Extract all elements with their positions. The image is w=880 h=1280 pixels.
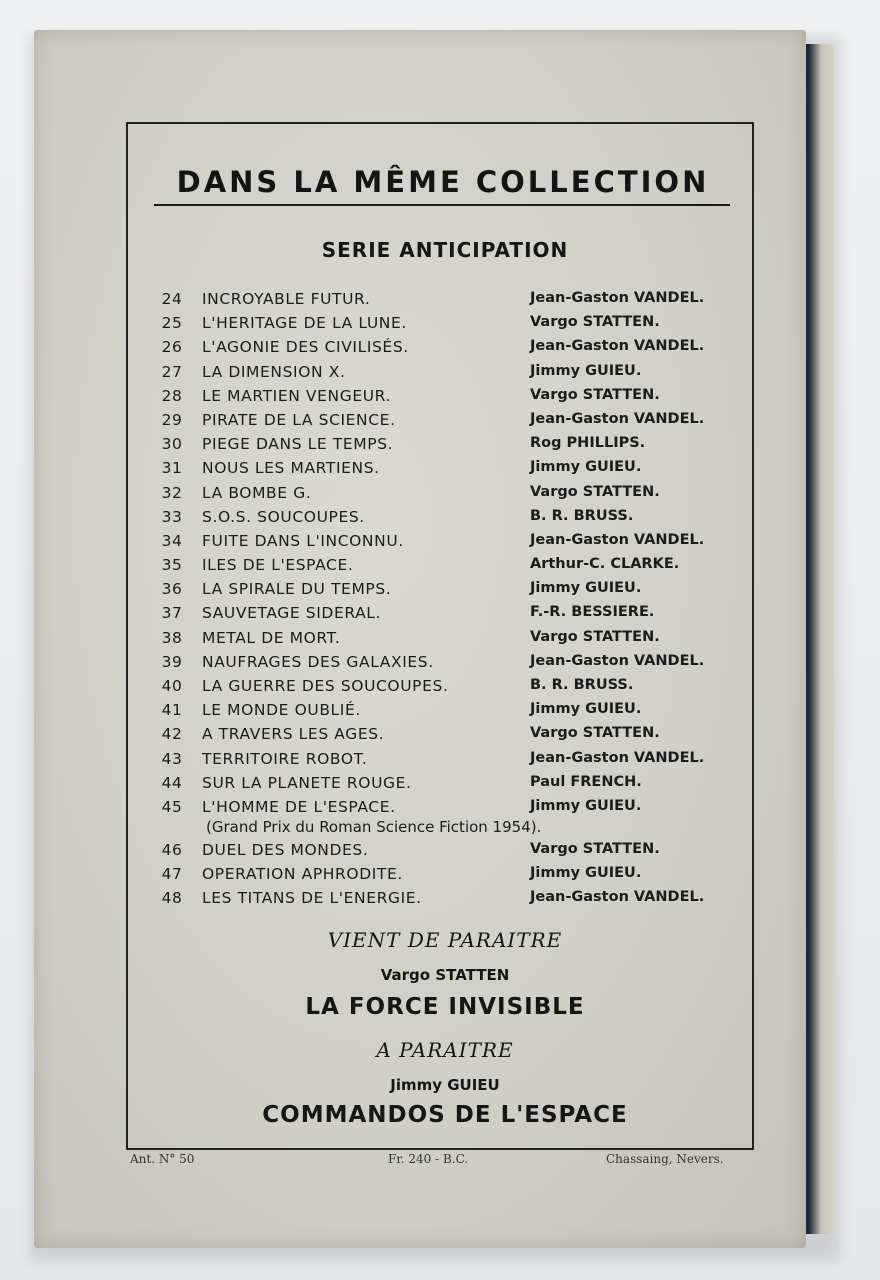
book-title: DUEL DES MONDES.: [202, 840, 369, 859]
book-number: 32: [161, 483, 183, 502]
book-title: INCROYABLE FUTUR.: [202, 290, 371, 308]
new-release-author: Vargo STATTEN: [380, 966, 510, 984]
book-author: Vargo STATTEN.: [530, 314, 660, 331]
list-item: [150, 604, 750, 628]
list-item: [150, 338, 750, 362]
book-title: LE MONDE OUBLIÉ.: [202, 701, 361, 720]
book-title: A TRAVERS LES AGES.: [202, 725, 385, 744]
list-item: [150, 484, 750, 508]
book-author: Jimmy GUIEU.: [530, 865, 642, 882]
book-author: B. R. BRUSS.: [530, 507, 634, 524]
list-item: [150, 556, 750, 580]
book-number: 28: [161, 386, 183, 405]
list-item: [150, 459, 750, 483]
list-item: [150, 677, 750, 701]
footer-price: Fr. 240 - B.C.: [388, 1152, 469, 1166]
book-author: Jean-Gaston VANDEL.: [530, 410, 705, 427]
book-author: Jean-Gaston VANDEL.: [530, 338, 705, 355]
book-title: TERRITOIRE ROBOT.: [202, 749, 368, 768]
book-title: LES TITANS DE L'ENERGIE.: [202, 889, 422, 908]
list-item: [150, 580, 750, 604]
book-author: Jean-Gaston VANDEL.: [530, 652, 705, 669]
footer-printer: Chassaing, Nevers.: [606, 1152, 724, 1166]
book-title: NAUFRAGES DES GALAXIES.: [202, 652, 434, 671]
new-release-label: VIENT DE PARAITRE: [327, 928, 563, 952]
book-author: Jean-Gaston VANDEL.: [530, 531, 705, 548]
footer-issue-number: Ant. N° 50: [130, 1152, 195, 1166]
book-number: 45: [161, 797, 183, 816]
book-number: 26: [161, 338, 183, 357]
book-title: L'HERITAGE DE LA LUNE.: [202, 314, 407, 333]
book-author: Jimmy GUIEU.: [530, 580, 642, 597]
book-title: LA SPIRALE DU TEMPS.: [202, 580, 392, 599]
book-number: 36: [161, 580, 183, 599]
book-number: 42: [161, 725, 183, 744]
book-title: NOUS LES MARTIENS.: [202, 459, 380, 478]
book-title: LA DIMENSION X.: [202, 362, 346, 381]
list-item: [150, 411, 750, 435]
book-number: 33: [161, 507, 183, 526]
book-title: LE MARTIEN VENGEUR.: [202, 386, 392, 405]
book-title: LA GUERRE DES SOUCOUPES.: [202, 677, 449, 695]
list-item: [150, 532, 750, 556]
book-number: 27: [161, 362, 183, 381]
book-number: 47: [161, 865, 183, 884]
collection-heading: DANS LA MÊME COLLECTION: [176, 165, 710, 199]
book-title: S.O.S. SOUCOUPES.: [202, 507, 365, 526]
book-title: LA BOMBE G.: [202, 483, 312, 502]
list-item: [150, 653, 750, 677]
book-author: Vargo STATTEN.: [530, 483, 660, 500]
list-item: [150, 363, 750, 387]
book-number: 44: [161, 773, 183, 792]
upcoming-title: COMMANDOS DE L'ESPACE: [262, 1102, 628, 1128]
book-title: METAL DE MORT.: [202, 628, 341, 647]
book-author: Jimmy GUIEU.: [530, 459, 642, 476]
book-title: PIRATE DE LA SCIENCE.: [202, 410, 396, 429]
book-author: Jean-Gaston VANDEL.: [530, 889, 705, 906]
book-number: 24: [161, 290, 183, 308]
book-author: Vargo STATTEN.: [530, 725, 660, 742]
book-author: Jean-Gaston VANDEL.: [530, 290, 705, 306]
upcoming-author: Jimmy GUIEU: [390, 1076, 500, 1094]
list-item: [150, 629, 750, 653]
upcoming-label: A PARAITRE: [376, 1038, 514, 1062]
book-list: [150, 290, 750, 914]
list-item: [150, 865, 750, 889]
list-item: [150, 435, 750, 459]
book-number: 41: [161, 701, 183, 720]
book-author: Vargo STATTEN.: [530, 628, 660, 645]
list-item: [150, 841, 750, 865]
book-author: Vargo STATTEN.: [530, 840, 660, 857]
list-item: [150, 387, 750, 411]
book-award-note: (Grand Prix du Roman Science Fiction 1954).: [206, 817, 542, 836]
book-number: 39: [161, 652, 183, 671]
book-author: B. R. BRUSS.: [530, 677, 634, 693]
book-number: 25: [161, 314, 183, 333]
book-author: Jimmy GUIEU.: [530, 797, 642, 814]
list-item: [150, 290, 750, 314]
book-number: 30: [161, 435, 183, 454]
book-author: Vargo STATTEN.: [530, 386, 660, 403]
heading-underline: [154, 204, 730, 206]
book-number: 43: [161, 749, 183, 768]
list-item: [150, 701, 750, 725]
book-author: Paul FRENCH.: [530, 773, 642, 790]
book-author: Rog PHILLIPS.: [530, 435, 646, 452]
list-item: [150, 798, 750, 841]
book-author: Jean-Gaston VANDEL.: [530, 749, 705, 766]
book-number: 34: [161, 531, 183, 550]
book-number: 40: [161, 677, 183, 695]
book-title: OPERATION APHRODITE.: [202, 865, 403, 884]
book-number: 37: [161, 604, 183, 623]
book-author: Jimmy GUIEU.: [530, 362, 642, 379]
book-author: Jimmy GUIEU.: [530, 701, 642, 718]
book-number: 31: [161, 459, 183, 478]
book-title: L'AGONIE DES CIVILISÉS.: [202, 338, 409, 357]
list-item: [150, 725, 750, 749]
book-number: 29: [161, 410, 183, 429]
list-item: [150, 889, 750, 913]
list-item: [150, 750, 750, 774]
book-number: 46: [161, 840, 183, 859]
book-title: SUR LA PLANETE ROUGE.: [202, 773, 412, 792]
book-title: PIEGE DANS LE TEMPS.: [202, 435, 394, 454]
book-author: Arthur-C. CLARKE.: [530, 556, 680, 573]
book-number: 38: [161, 628, 183, 647]
new-release-title: LA FORCE INVISIBLE: [305, 994, 585, 1020]
book-number: 35: [161, 556, 183, 575]
book-author: F.-R. BESSIERE.: [530, 604, 655, 621]
list-item: [150, 508, 750, 532]
book-title: L'HOMME DE L'ESPACE.: [202, 797, 396, 816]
list-item: [150, 314, 750, 338]
book-title: ILES DE L'ESPACE.: [202, 556, 354, 575]
book-title: SAUVETAGE SIDERAL.: [202, 604, 382, 623]
list-item: [150, 774, 750, 798]
book-number: 48: [161, 889, 183, 908]
book-title: FUITE DANS L'INCONNU.: [202, 531, 404, 550]
series-title: SERIE ANTICIPATION: [321, 238, 569, 262]
